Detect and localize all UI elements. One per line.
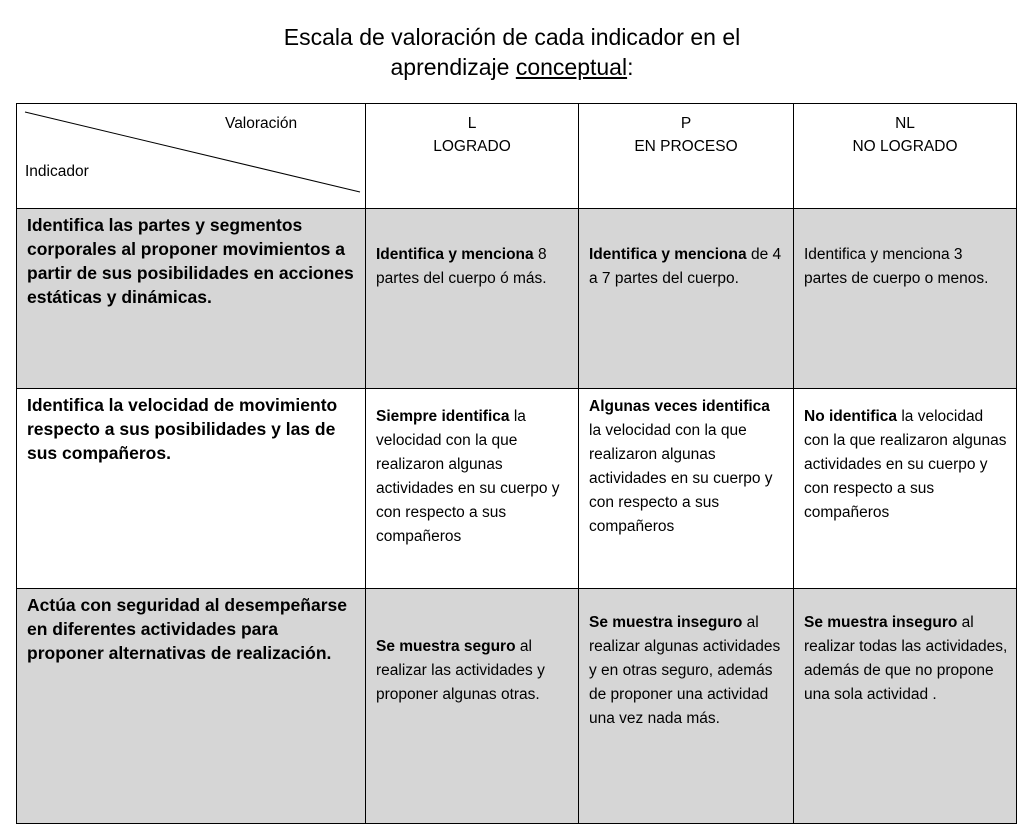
descriptor-text: la velocidad con la que realizaron algunas actividades en su cuerpo y con respecto a sus compañeros — [376, 408, 560, 545]
level-header-l — [366, 104, 579, 209]
descriptor-bold: Se muestra seguro — [376, 638, 516, 655]
indicador-label: Indicador — [25, 163, 89, 180]
descriptor-cell-p — [579, 589, 794, 824]
descriptor-text: de 4 a 7 partes del cuerpo. — [589, 246, 782, 287]
descriptor-cell-l — [366, 589, 579, 824]
descriptor-cell-nl — [794, 589, 1017, 824]
descriptor-bold: Algunas veces identifica — [589, 398, 770, 415]
descriptor-cell-p — [579, 209, 794, 389]
level-code: L — [467, 115, 477, 132]
level-name: EN PROCESO — [634, 138, 738, 155]
descriptor-bold: Identifica y menciona — [589, 246, 747, 263]
descriptor-cell-nl — [794, 209, 1017, 389]
descriptor-cell-l — [366, 209, 579, 389]
level-code: NL — [895, 115, 915, 132]
descriptor-bold: Se muestra inseguro — [589, 614, 743, 631]
title-line-2-suffix: : — [627, 54, 634, 80]
rubric-table — [16, 103, 1017, 824]
descriptor-cell-p — [579, 389, 794, 589]
descriptor-cell-nl — [794, 389, 1017, 589]
indicator-cell: Identifica las partes y segmentos corporales al proponer movimientos a partir de sus posibilidades en acciones estáticas y dinámicas. — [17, 209, 366, 389]
descriptor-bold: Identifica y menciona — [376, 246, 534, 263]
descriptor-text: Identifica y menciona 3 partes de cuerpo o menos. — [804, 246, 989, 287]
descriptor-text: al realizar todas las actividades, además de que no propone una sola actividad . — [804, 614, 1008, 703]
level-name: NO LOGRADO — [852, 138, 958, 155]
descriptor-text: 8 partes del cuerpo ó más. — [376, 246, 547, 287]
diagonal-divider-line — [17, 104, 366, 200]
descriptor-text: la velocidad con la que realizaron algunas actividades en su cuerpo y con respecto a sus compañeros — [804, 408, 1007, 521]
title-line-1: Escala de valoración de cada indicador en el — [283, 24, 741, 50]
descriptor-text: la velocidad con la que realizaron algunas actividades en su cuerpo y con respecto a sus compañeros — [589, 422, 773, 535]
descriptor-text: al realizar algunas actividades y en otras seguro, además de proponer una actividad una vez nada más. — [589, 614, 781, 727]
title-line-2 — [0, 52, 1024, 82]
table-row — [17, 389, 1017, 589]
level-name: LOGRADO — [433, 138, 511, 155]
level-header-nl — [794, 104, 1017, 209]
header-row — [17, 104, 1017, 209]
descriptor-bold: Se muestra inseguro — [804, 614, 958, 631]
descriptor-cell-l — [366, 389, 579, 589]
level-code: P — [680, 115, 692, 132]
indicator-cell: Identifica la velocidad de movimiento respecto a sus posibilidades y las de sus compañeros. — [17, 389, 366, 589]
descriptor-bold: No identifica — [804, 408, 898, 425]
level-header-p — [579, 104, 794, 209]
descriptor-bold: Siempre identifica — [376, 408, 510, 425]
page-title — [0, 22, 1024, 82]
table-row — [17, 589, 1017, 824]
title-line-2-prefix: aprendizaje — [390, 54, 516, 80]
corner-header-cell — [17, 104, 366, 209]
valoracion-label: Valoración — [225, 115, 298, 132]
title-underlined-word: conceptual — [515, 54, 628, 80]
descriptor-text: al realizar las actividades y proponer algunas otras. — [376, 638, 545, 703]
table-row — [17, 209, 1017, 389]
indicator-cell: Actúa con seguridad al desempeñarse en diferentes actividades para proponer alternativas de realización. — [17, 589, 366, 824]
